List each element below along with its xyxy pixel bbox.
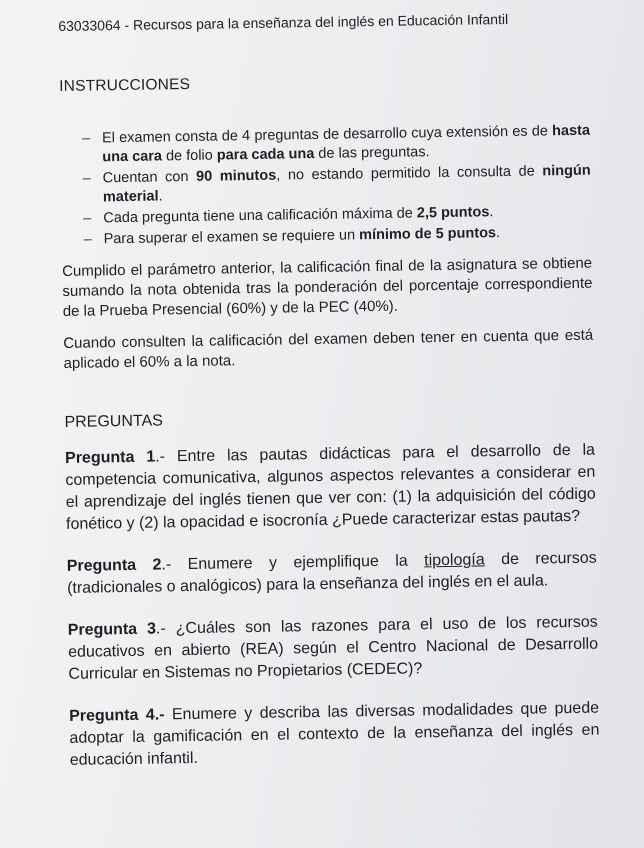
instruction-text: . — [489, 204, 494, 221]
question-1 — [65, 440, 596, 536]
instruction-bold: 2,5 puntos — [416, 204, 490, 222]
instruction-text: Cada pregunta tiene una calificación máxima de — [103, 205, 417, 227]
instructions-list — [60, 122, 592, 250]
instruction-bold: para cada una — [216, 145, 315, 164]
exam-content — [58, 0, 600, 792]
instruction-text: Cuentan con — [102, 168, 197, 187]
grading-note-paragraph: Cuando consulten la calificación del examen deben tener en cuenta que está aplicado el 60% a la nota. — [63, 326, 594, 372]
questions-heading: PREGUNTAS — [64, 412, 164, 431]
question-label: Pregunta 1 — [64, 448, 156, 467]
question-text: Enumere y describa las diversas modalidades que puede adoptar la gamificación en el contexto de la enseñanza del inglés en educación infantil. — [69, 699, 600, 769]
instruction-bold: ningún material — [102, 162, 591, 206]
course-title: Recursos para la enseñanza del inglés en Educación Infantil — [132, 10, 509, 33]
instruction-text: , no estando permitido la consulta de — [276, 163, 543, 184]
instruction-text: de las preguntas. — [314, 144, 430, 162]
instruction-text: Para superar el examen se requiere un — [103, 227, 360, 248]
instruction-bold: mínimo de 5 puntos — [358, 225, 497, 244]
question-text: .- ¿Cuáles son las razones para el uso de los recursos educativos en abierto (REA) según el Centro Nacional de Desarrollo Curricular en Sistemas no Propietarios (CEDEC)? — [67, 613, 599, 683]
instruction-text: . — [495, 225, 501, 242]
instruction-text: . — [158, 188, 163, 205]
question-label: Pregunta 4.- — [68, 706, 165, 725]
instruction-bold: 90 minutos — [195, 167, 277, 185]
document-header — [58, 10, 588, 34]
instruction-text: El examen consta de 4 preguntas de desarrollo cuya extensión es de — [101, 123, 553, 147]
question-4 — [69, 698, 600, 772]
question-2 — [67, 548, 598, 600]
instruction-item — [82, 122, 591, 168]
instruction-bold: hasta una cara — [102, 122, 591, 166]
question-text: .- Entre las pautas didácticas para el desarrollo de la competencia comunicativa, algunos aspectos relevantes a considerar en el aprendizaje del inglés tienen que ver con: (1) la adquisición del código fonético y (2) la opacidad e isocronía ¿Puede caracterizar estas pautas? — [65, 441, 596, 533]
question-text: .- Enumere y ejemplifique la — [161, 552, 425, 574]
question-3 — [68, 612, 599, 686]
underlined-word: tipología — [424, 551, 485, 570]
grading-paragraph: Cumplido el parámetro anterior, la calificación final de la asignatura se obtiene sumando la nota obtenida tras la ponderación del porcentaje correspondiente de la Prueba Presencial (60%) y de la PEC (40%). — [62, 254, 593, 320]
instruction-text: de folio — [161, 147, 217, 165]
instructions-heading: INSTRUCCIONES — [59, 75, 191, 95]
question-label: Pregunta 3 — [67, 620, 157, 639]
course-code: 63033064 — [58, 17, 121, 34]
instruction-item — [83, 162, 592, 208]
header-separator: - — [124, 16, 134, 33]
question-text: de recursos (tradicionales o analógicos) para la enseñanza del inglés en el aula. — [66, 549, 597, 597]
question-label: Pregunta 2 — [66, 556, 162, 575]
